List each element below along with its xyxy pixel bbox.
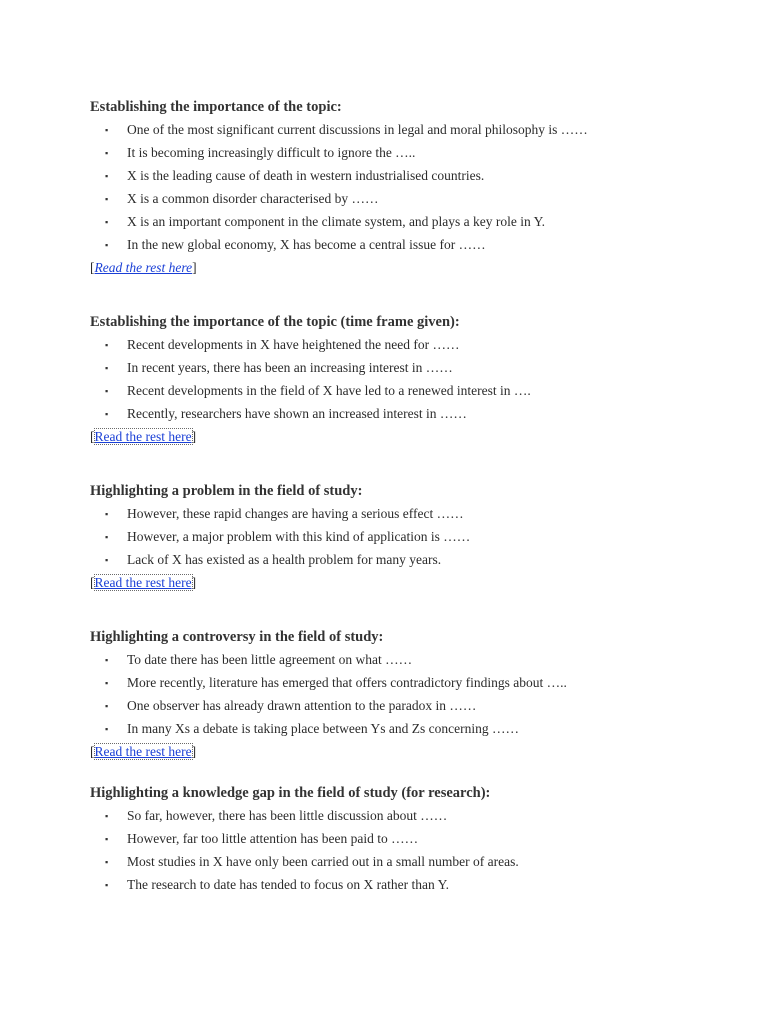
section-importance-time-frame [90, 312, 730, 447]
read-more-link[interactable]: Read the rest here [94, 260, 193, 275]
bullet-icon: ▪ [105, 724, 109, 734]
bullet-icon: ▪ [105, 148, 109, 158]
section-controversy [90, 627, 730, 762]
bullet-icon: ▪ [105, 655, 109, 665]
bullet-list [90, 806, 730, 895]
bullet-icon: ▪ [105, 555, 109, 565]
list-item: ▪ However, a major problem with this kind of application is …… [90, 527, 730, 547]
bullet-icon: ▪ [105, 811, 109, 821]
section-knowledge-gap [90, 783, 730, 895]
bullet-list [90, 650, 730, 739]
bullet-list [90, 504, 730, 570]
read-more-link[interactable]: Read the rest here [94, 744, 192, 759]
read-more: [Read the rest here] [90, 575, 197, 590]
bullet-icon: ▪ [105, 678, 109, 688]
list-item: ▪ X is an important component in the climate system, and plays a key role in Y. [90, 212, 730, 232]
bullet-icon: ▪ [105, 880, 109, 890]
list-item: ▪ X is a common disorder characterised by …… [90, 189, 730, 209]
list-item: ▪ Lack of X has existed as a health problem for many years. [90, 550, 730, 570]
list-item: ▪ One of the most significant current discussions in legal and moral philosophy is …… [90, 120, 730, 140]
list-item: ▪ In the new global economy, X has become a central issue for …… [90, 235, 730, 255]
list-item: ▪ The research to date has tended to focus on X rather than Y. [90, 875, 730, 895]
list-item: ▪ To date there has been little agreement on what …… [90, 650, 730, 670]
list-item: ▪ Recent developments in X have heightened the need for …… [90, 335, 730, 355]
list-item: ▪ Recently, researchers have shown an increased interest in …… [90, 404, 730, 424]
section-importance [90, 97, 730, 278]
read-more: [Read the rest here] [90, 744, 197, 759]
list-item: ▪ It is becoming increasingly difficult to ignore the ….. [90, 143, 730, 163]
bullet-icon: ▪ [105, 363, 109, 373]
bullet-icon: ▪ [105, 340, 109, 350]
bullet-icon: ▪ [105, 701, 109, 711]
section-heading: Establishing the importance of the topic: [90, 99, 342, 115]
bullet-icon: ▪ [105, 171, 109, 181]
list-item: ▪ In many Xs a debate is taking place between Ys and Zs concerning …… [90, 719, 730, 739]
bullet-icon: ▪ [105, 194, 109, 204]
bullet-icon: ▪ [105, 509, 109, 519]
section-problem [90, 481, 730, 593]
bullet-icon: ▪ [105, 386, 109, 396]
bullet-icon: ▪ [105, 409, 109, 419]
bullet-icon: ▪ [105, 125, 109, 135]
bullet-icon: ▪ [105, 240, 109, 250]
bullet-icon: ▪ [105, 834, 109, 844]
bullet-icon: ▪ [105, 857, 109, 867]
list-item: ▪ X is the leading cause of death in western industrialised countries. [90, 166, 730, 186]
list-item: ▪ However, far too little attention has been paid to …… [90, 829, 730, 849]
read-more: [Read the rest here] [90, 260, 197, 275]
bullet-list [90, 335, 730, 424]
list-item: ▪ However, these rapid changes are having a serious effect …… [90, 504, 730, 524]
list-item: ▪ So far, however, there has been little discussion about …… [90, 806, 730, 826]
read-more: [Read the rest here] [90, 429, 197, 444]
section-heading: Highlighting a problem in the field of study: [90, 483, 363, 499]
bullet-icon: ▪ [105, 217, 109, 227]
document-body [90, 97, 730, 898]
section-heading: Highlighting a controversy in the field of study: [90, 629, 384, 645]
read-more-link[interactable]: Read the rest here [94, 429, 192, 444]
section-heading: Highlighting a knowledge gap in the field of study (for research): [90, 785, 491, 801]
bullet-list [90, 120, 730, 255]
bullet-icon: ▪ [105, 532, 109, 542]
read-more-link[interactable]: Read the rest here [94, 575, 192, 590]
list-item: ▪ Most studies in X have only been carried out in a small number of areas. [90, 852, 730, 872]
section-heading: Establishing the importance of the topic (time frame given): [90, 314, 460, 330]
list-item: ▪ More recently, literature has emerged that offers contradictory findings about ….. [90, 673, 730, 693]
list-item: ▪ Recent developments in the field of X have led to a renewed interest in …. [90, 381, 730, 401]
list-item: ▪ One observer has already drawn attention to the paradox in …… [90, 696, 730, 716]
list-item: ▪ In recent years, there has been an increasing interest in …… [90, 358, 730, 378]
